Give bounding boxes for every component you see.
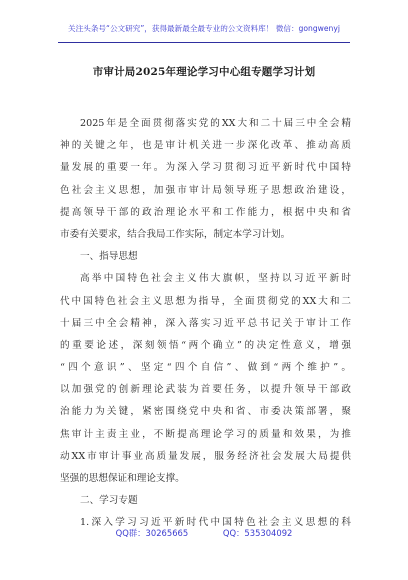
section-heading: 二、学习专题 (80, 495, 138, 507)
footer-qq-group: QQ群：30265665 (115, 528, 189, 538)
section-heading: 一、指导思想 (80, 251, 138, 263)
document-body (60, 113, 351, 535)
paragraph-line: 市委有关要求，结合我局工作实际，制定本学习计划。 (60, 228, 291, 240)
paragraph-line: 动XX市审计事业高质量发展，服务经济社会发展大局提供 (60, 450, 351, 462)
paragraph-line: 的重要论述，深刻领悟“两个确立”的决定性意义，增强 (60, 339, 351, 351)
header-note: 关注头条号“公文研究”，获得最新最全最专业的公文资料库！ 微信：gongwenyj (68, 24, 340, 33)
paragraph-line: “四个意识”、坚定“四个自信”、做到“两个维护”。 (60, 362, 351, 374)
paragraph-line: 代中国特色社会主义思想为指导，全面贯彻党的XX大和二 (60, 295, 351, 307)
paragraph-line: 治能力为关键，紧密围绕党中央和省、市委决策部署，聚 (60, 406, 351, 418)
paragraph-line: 量发展的重要一年。为深入学习贯彻习近平新时代中国特 (60, 162, 351, 174)
footer-contact (0, 527, 408, 539)
paragraph-line: 焦审计主责主业，不断提高理论学习的质量和效果，为推 (60, 428, 351, 440)
paragraph-line: 提高领导干部的政治理论水平和工作能力，根据中央和省 (60, 206, 351, 218)
footer-qq: QQ：535304092 (222, 528, 293, 538)
paragraph-line: 2025年是全面贯彻落实党的XX大和二十届三中全会精 (80, 118, 351, 129)
paragraph-line: 以加强党的创新理论武装为首要任务，以提升领导干部政 (60, 384, 351, 396)
header-divider (58, 42, 350, 43)
paragraph-line: 高举中国特色社会主义伟大旗帜，坚持以习近平新时 (80, 273, 351, 285)
paragraph-line: 十届三中全会精神，深入落实习近平总书记关于审计工作 (60, 317, 351, 329)
document-title: 市审计局2025年理论学习中心组专题学习计划 (92, 66, 316, 78)
paragraph-line: 坚强的思想保证和理论支撑。 (60, 473, 185, 484)
paragraph-line: 神的关键之年，也是审计机关进一步深化改革、推动高质 (60, 140, 351, 152)
paragraph-line: 1.深入学习习近平新时代中国特色社会主义思想的科 (80, 517, 351, 529)
paragraph-line: 色社会主义思想，加强市审计局领导班子思想政治建设， (60, 184, 351, 196)
